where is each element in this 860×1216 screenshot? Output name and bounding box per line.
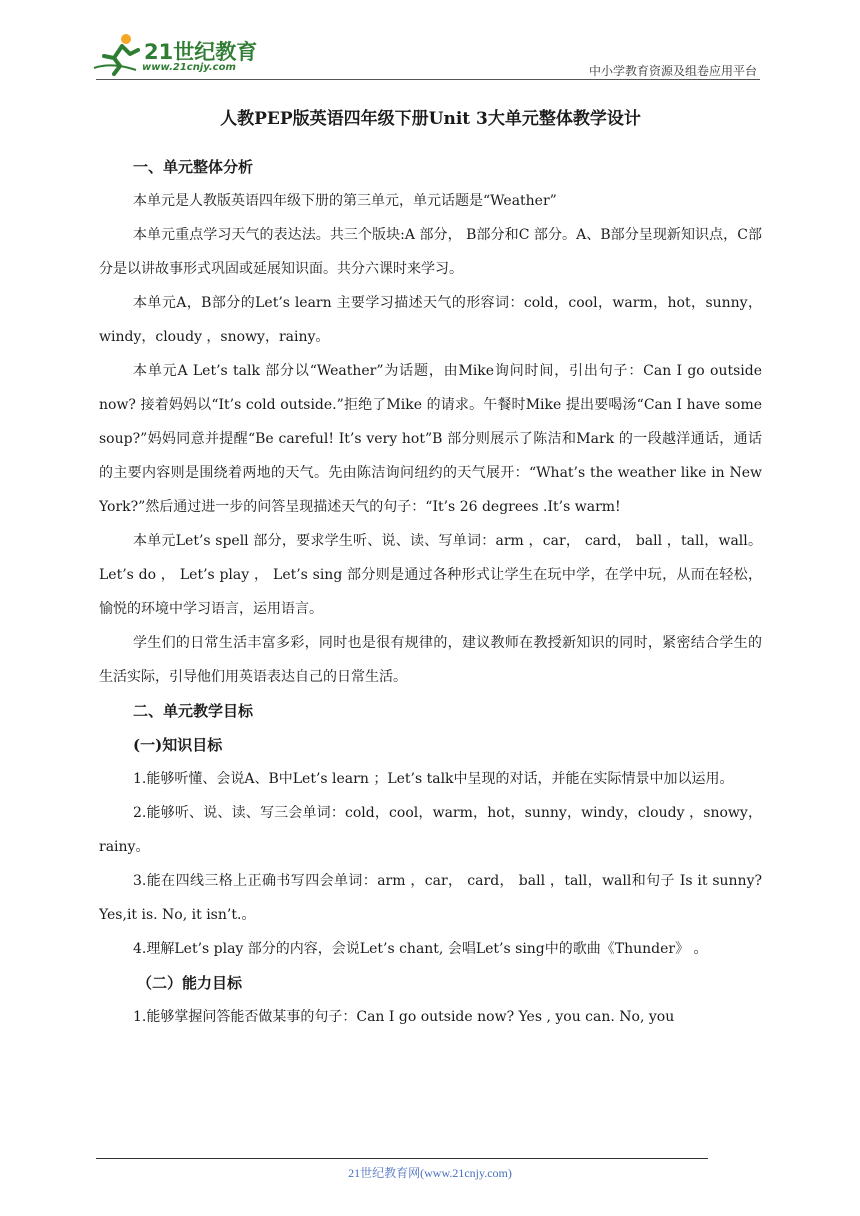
document-body [99, 106, 762, 1034]
paragraph-5: 本单元Let’s spell 部分，要求学生听、说、读、写单词：arm ，car， card， ball ，tall，wall。 Let’s do ， Let’s play ， Let’s sing 部分则是通过各种形式让学生在玩中学，在学中玩，从而在轻松，愉悦的环境中学习语言，运用语言。 [99, 533, 762, 617]
logo-url: www.21cnjy.com [142, 62, 236, 73]
platform-name: 中小学教育资源及组卷应用平台 [588, 64, 757, 78]
knowledge-goal-1: 1.能够听懂、会说A、B中Let’s learn ；Let’s talk中呈现的对话，并能在实际情景中加以运用。 [133, 771, 734, 787]
logo [92, 32, 262, 80]
footer-divider [96, 1158, 708, 1159]
subsection-heading-knowledge: (一)知识目标 [133, 736, 223, 754]
knowledge-goal-4: 4.理解Let’s play 部分的内容，会说Let’s chant, 会唱Let’s sing中的歌曲《Thunder》 。 [133, 941, 708, 957]
ability-goal-1: 1.能够掌握问答能否做某事的句子：Can I go outside now? Yes , you can. No, you [133, 1009, 675, 1025]
section-heading-2: 二、单元教学目标 [133, 702, 254, 720]
paragraph-6: 学生们的日常生活丰富多彩，同时也是很有规律的，建议教师在教授新知识的同时，紧密结合学生的生活实际，引导他们用英语表达自己的日常生活。 [99, 635, 762, 685]
knowledge-goal-3: 3.能在四线三格上正确书写四会单词：arm ，car， card， ball ，tall，wall和句子 Is it sunny? Yes,it is. No, it isn’t.。 [99, 873, 762, 923]
logo-text: 21世纪教育 [144, 40, 258, 64]
paragraph-3: 本单元A，B部分的Let’s learn 主要学习描述天气的形容词：cold，cool，warm，hot，sunny，windy，cloudy ，snowy，rainy。 [99, 295, 762, 345]
paragraph-2: 本单元重点学习天气的表达法。共三个版块:A 部分， B部分和C 部分。A、B部分呈现新知识点，C部分是以讲故事形式巩固或延展知识面。共分六课时来学习。 [99, 227, 762, 277]
runner-icon [92, 32, 142, 76]
paragraph-4: 本单元A Let’s talk 部分以“Weather”为话题，由Mike询问时间，引出句子：Can I go outside now? 接着妈妈以“It’s cold outside.”拒绝了Mike 的请求。午餐时Mike 提出要喝汤“Can I have some soup?”妈妈同意并提醒“Be careful! It’s very hot”B 部分则展示了陈洁和Mark 的一段越洋通话，通话的主要内容则是围绕着两地的天气。先由陈洁询问纽约的天气展开：“What’s the weather like in New York?”然后通过进一步的问答呈现描述天气的句子：“It’s 26 degrees .It’s warm! [99, 363, 762, 515]
header-divider [96, 79, 760, 80]
page-header [0, 0, 860, 80]
subsection-heading-ability: （二）能力目标 [137, 974, 243, 992]
page-footer: 21世纪教育网(www.21cnjy.com) [348, 1166, 512, 1180]
knowledge-goal-2: 2.能够听、说、读、写三会单词：cold，cool，warm，hot，sunny，windy，cloudy ，snowy，rainy。 [99, 805, 762, 855]
document-title: 人教PEP版英语四年级下册Unit 3大单元整体教学设计 [220, 109, 641, 129]
paragraph-1: 本单元是人教版英语四年级下册的第三单元，单元话题是“Weather” [133, 193, 557, 209]
section-heading-1: 一、单元整体分析 [133, 158, 254, 176]
